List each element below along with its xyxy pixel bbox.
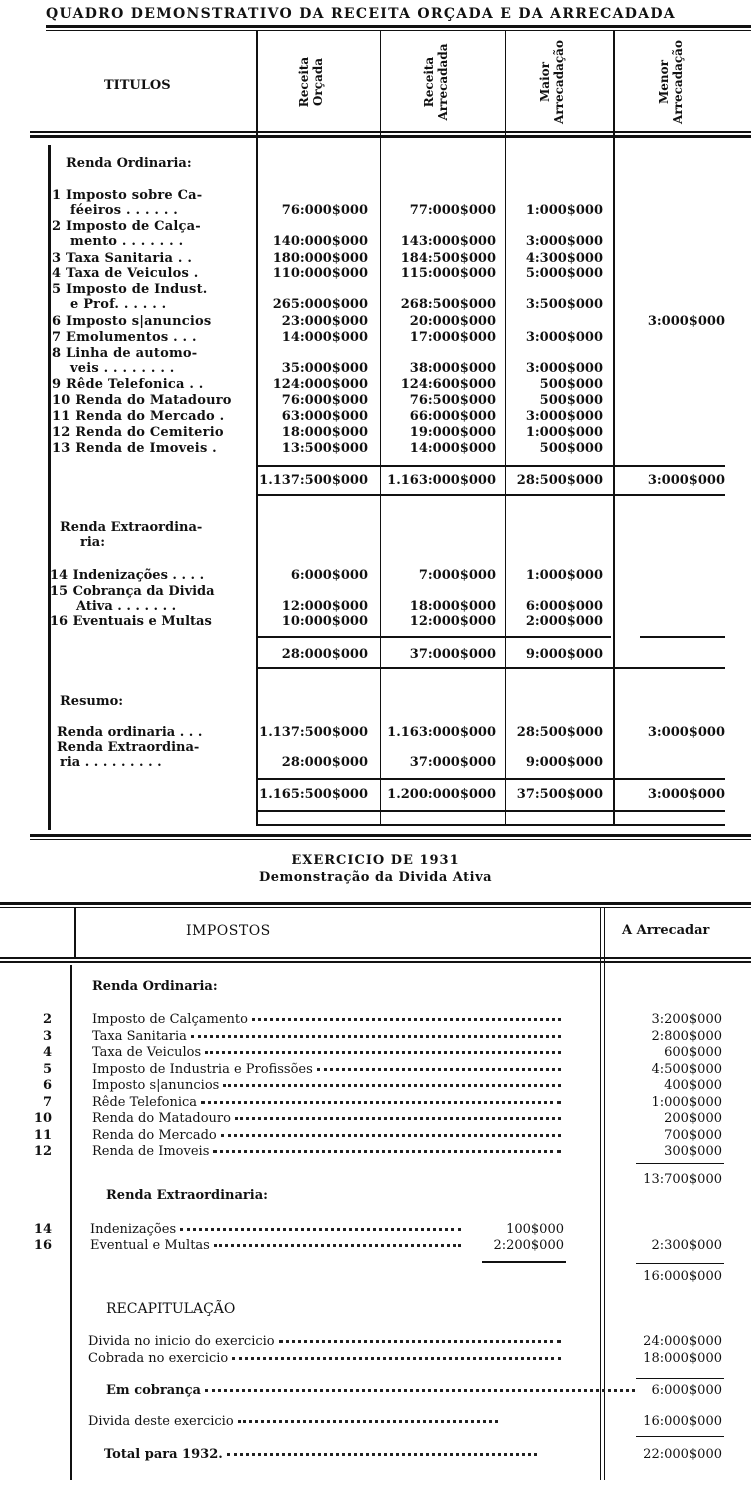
- cell-menor: 3:000$000: [647, 314, 725, 329]
- cell-arrecadada: 124:600$000: [400, 377, 496, 392]
- row-number: 6: [42, 1078, 52, 1093]
- row-label: 10 Renda do Matadouro: [52, 393, 232, 408]
- total-rule: [636, 1436, 724, 1437]
- header-impostos: IMPOSTOS: [186, 923, 271, 939]
- total-rule: [640, 636, 725, 638]
- row-label: Renda do Mercado: [92, 1129, 561, 1142]
- row-label: 5 Imposto de Indust.: [52, 282, 208, 297]
- header-titulos: TITULOS: [104, 78, 171, 93]
- row-label: 2 Imposto de Calça-: [52, 219, 201, 234]
- cell-orcada: 180:000$000: [272, 251, 368, 266]
- cell-maior: 500$000: [539, 377, 603, 392]
- divider: [46, 25, 751, 28]
- cell-orcada: 28:000$000: [281, 755, 368, 770]
- column-rule: [70, 965, 72, 1480]
- row-subvalue: 100$000: [506, 1222, 564, 1237]
- total-arrecadada: 1.163:000$000: [387, 473, 496, 488]
- cell-maior: 3:000$000: [525, 361, 603, 376]
- cell-maior: 3:000$000: [525, 234, 603, 249]
- cell-orcada: 265:000$000: [272, 297, 368, 312]
- row-label: veis . . . . . . . .: [70, 361, 175, 376]
- cell-arrecadada: 37:000$000: [409, 755, 496, 770]
- cell-orcada: 124:000$000: [272, 377, 368, 392]
- cell-orcada: 6:000$000: [290, 568, 368, 583]
- cell-maior: 1:000$000: [525, 203, 603, 218]
- cell-arrecadada: 66:000$000: [409, 409, 496, 424]
- cell-menor: 3:000$000: [647, 725, 725, 740]
- divider: [30, 135, 751, 138]
- section-heading-ordinaria: Renda Ordinaria:: [66, 156, 192, 171]
- row-number: 12: [33, 1144, 52, 1159]
- column-rule: [48, 145, 51, 830]
- cell-orcada: 63:000$000: [281, 409, 368, 424]
- row-label: 16 Eventuais e Multas: [50, 614, 212, 629]
- divider: [46, 30, 751, 31]
- row-label: e Prof. . . . . .: [70, 297, 167, 312]
- total-1932-value: 22:000$000: [643, 1447, 722, 1462]
- row-value: 2:300$000: [651, 1238, 722, 1253]
- row-label: 1 Imposto sobre Ca-: [52, 188, 203, 203]
- row-value: 200$000: [664, 1111, 722, 1126]
- cell-maior: 2:000$000: [525, 614, 603, 629]
- cell-arrecadada: 7:000$000: [418, 568, 496, 583]
- row-label: Taxa Sanitaria: [92, 1030, 561, 1043]
- cell-maior: 1:000$000: [525, 425, 603, 440]
- row-label: 4 Taxa de Veiculos .: [52, 266, 199, 281]
- cell-arrecadada: 1.163:000$000: [387, 725, 496, 740]
- cell-arrecadada: 20:000$000: [409, 314, 496, 329]
- total-rule: [258, 810, 725, 812]
- header-receita-arrecadada: Receita Arrecadada: [422, 43, 450, 121]
- recap-heading: RECAPITULAÇÃO: [106, 1301, 236, 1317]
- divider: [0, 957, 751, 959]
- cell-orcada: 18:000$000: [281, 425, 368, 440]
- divider: [0, 907, 751, 908]
- row-number: 4: [42, 1045, 52, 1060]
- row-label: 11 Renda do Mercado .: [52, 409, 225, 424]
- total-maior: 28:500$000: [516, 473, 603, 488]
- extra-total-maior: 9:000$000: [525, 647, 603, 662]
- total-rule: [258, 465, 725, 467]
- cell-orcada: 76:000$000: [281, 393, 368, 408]
- row-subvalue: 2:200$000: [493, 1238, 564, 1253]
- header-menor-arrecadacao: Menor Arrecadação: [657, 40, 685, 124]
- s2-subtotal: 16:000$000: [643, 1269, 722, 1284]
- total-rule: [258, 778, 725, 780]
- total-1932-label: Total para 1932.: [104, 1448, 537, 1461]
- header-receita-orcada: Receita Orçada: [297, 56, 325, 108]
- row-label: Rêde Telefonica: [92, 1096, 561, 1109]
- row-label: Renda de Imoveis: [92, 1145, 561, 1158]
- row-value: 4:500$000: [651, 1061, 722, 1077]
- column-rule: [613, 30, 615, 826]
- row-value: 24:000$000: [643, 1334, 722, 1349]
- divider: [30, 839, 751, 840]
- row-label: 9 Rêde Telefonica . .: [52, 377, 204, 392]
- cell-maior: 9:000$000: [525, 755, 603, 770]
- cell-maior: 3:000$000: [525, 409, 603, 424]
- cell-orcada: 13:500$000: [281, 441, 368, 456]
- row-number: 3: [42, 1028, 52, 1044]
- cell-maior: 500$000: [539, 441, 603, 456]
- s2-ordinaria-total: 13:700$000: [643, 1172, 722, 1187]
- total-orcada: 1.137:500$000: [259, 473, 368, 488]
- cell-orcada: 35:000$000: [281, 361, 368, 376]
- row-number: 16: [33, 1238, 52, 1253]
- row-label: Imposto de Industria e Profissões: [92, 1063, 561, 1076]
- grand-total-arrecadada: 1.200:000$000: [387, 787, 496, 802]
- row-label: Divida no inicio do exercicio: [88, 1335, 561, 1348]
- column-rule: [74, 908, 76, 958]
- section-heading-extraordinaria: Renda Extraordina-: [60, 520, 203, 535]
- row-label: Renda ordinaria . . .: [57, 725, 203, 740]
- total-menor: 3:000$000: [647, 473, 725, 488]
- em-cobranca-value: 6:000$000: [651, 1383, 722, 1398]
- cell-maior: 500$000: [539, 393, 603, 408]
- row-value: 400$000: [664, 1078, 722, 1093]
- row-label: Taxa de Veiculos: [92, 1046, 561, 1059]
- row-label: 15 Cobrança da Divida: [50, 584, 215, 599]
- row-label: Renda do Matadouro: [92, 1112, 561, 1125]
- row-number: 11: [33, 1127, 52, 1143]
- row-number: 2: [42, 1012, 52, 1027]
- grand-total-orcada: 1.165:500$000: [259, 787, 368, 802]
- cell-orcada: 110:000$000: [272, 266, 368, 281]
- page-title: QUADRO DEMONSTRATIVO DA RECEITA ORÇADA E DA ARRECADADA: [46, 6, 676, 22]
- total-rule: [482, 1261, 566, 1263]
- total-rule: [636, 1263, 724, 1264]
- cell-orcada: 23:000$000: [281, 314, 368, 329]
- row-value: 1:000$000: [651, 1094, 722, 1110]
- cell-arrecadada: 38:000$000: [409, 361, 496, 376]
- section2-title: EXERCICIO DE 1931: [291, 853, 460, 868]
- cell-orcada: 140:000$000: [272, 234, 368, 249]
- total-rule: [636, 1163, 724, 1164]
- row-number: 14: [33, 1222, 52, 1237]
- column-rule: [380, 30, 381, 826]
- row-label: 6 Imposto s|anuncios: [52, 314, 212, 329]
- row-value: 300$000: [664, 1144, 722, 1159]
- cell-arrecadada: 77:000$000: [409, 203, 496, 218]
- row-number: 10: [33, 1111, 52, 1126]
- cell-arrecadada: 17:000$000: [409, 330, 496, 345]
- section2-subtitle: Demonstração da Divida Ativa: [258, 870, 493, 885]
- cell-arrecadada: 143:000$000: [400, 234, 496, 249]
- divider: [0, 902, 751, 905]
- row-label: Indenizações: [90, 1223, 461, 1236]
- section-heading-extraordinaria-cont: ria:: [80, 535, 106, 550]
- cell-maior: 3:500$000: [525, 297, 603, 312]
- em-cobranca-label: Em cobrança: [106, 1384, 635, 1397]
- cell-maior: 5:000$000: [525, 266, 603, 281]
- cell-arrecadada: 115:000$000: [400, 266, 496, 281]
- cell-orcada: 76:000$000: [281, 203, 368, 218]
- row-label: Renda Extraordina-: [57, 740, 200, 755]
- row-value: 18:000$000: [643, 1351, 722, 1366]
- cell-orcada: 10:000$000: [281, 614, 368, 629]
- cell-maior: 28:500$000: [516, 725, 603, 740]
- cell-maior: 3:000$000: [525, 330, 603, 345]
- row-value: 700$000: [664, 1127, 722, 1143]
- row-value: 3:200$000: [651, 1012, 722, 1027]
- header-maior-arrecadacao: Maior Arrecadação: [538, 40, 566, 124]
- cell-arrecadada: 19:000$000: [409, 425, 496, 440]
- divider: [30, 834, 751, 837]
- cell-arrecadada: 76:500$000: [409, 393, 496, 408]
- row-label: 13 Renda de Imoveis .: [52, 441, 217, 456]
- row-value: 2:800$000: [651, 1028, 722, 1044]
- cell-orcada: 14:000$000: [281, 330, 368, 345]
- cell-orcada: 1.137:500$000: [259, 725, 368, 740]
- row-label: 3 Taxa Sanitaria . .: [52, 251, 193, 266]
- cell-arrecadada: 14:000$000: [409, 441, 496, 456]
- row-label: 12 Renda do Cemiterio: [52, 425, 224, 440]
- row-label: 8 Linha de automo-: [52, 346, 198, 361]
- grand-total-maior: 37:500$000: [516, 787, 603, 802]
- total-rule: [258, 824, 725, 826]
- extra-total-orcada: 28:000$000: [281, 647, 368, 662]
- s2-heading-ordinaria: Renda Ordinaria:: [92, 979, 218, 994]
- column-rule: [505, 30, 506, 826]
- s2-heading-extraordinaria: Renda Extraordinaria:: [106, 1188, 268, 1203]
- row-label: mento . . . . . . .: [70, 234, 184, 249]
- header-a-arrecadar: A Arrecadar: [622, 923, 710, 938]
- grand-total-menor: 3:000$000: [647, 787, 725, 802]
- cell-arrecadada: 12:000$000: [409, 614, 496, 629]
- row-label: 14 Indenizações . . . .: [50, 568, 205, 583]
- cell-maior: 4:300$000: [525, 251, 603, 266]
- section-heading-resumo: Resumo:: [60, 694, 124, 709]
- row-label: Cobrada no exercicio: [88, 1352, 561, 1365]
- cell-maior: 6:000$000: [525, 599, 603, 614]
- total-rule: [636, 1378, 724, 1379]
- row-label: féeiros . . . . . .: [70, 203, 179, 218]
- row-label: Eventual e Multas: [90, 1239, 461, 1252]
- row-label: 7 Emolumentos . . .: [52, 330, 197, 345]
- divider: [0, 961, 751, 963]
- divider: [30, 131, 751, 133]
- row-value: 600$000: [664, 1045, 722, 1060]
- total-rule: [258, 494, 725, 496]
- row-label: ria . . . . . . . . .: [60, 755, 162, 770]
- cell-maior: 1:000$000: [525, 568, 603, 583]
- cell-arrecadada: 268:500$000: [400, 297, 496, 312]
- row-label: Ativa . . . . . . .: [76, 599, 177, 614]
- divida-deste-value: 16:000$000: [643, 1414, 722, 1429]
- cell-orcada: 12:000$000: [281, 599, 368, 614]
- row-number: 5: [42, 1061, 52, 1077]
- total-rule: [258, 667, 725, 669]
- divida-deste-label: Divida deste exercicio: [88, 1415, 498, 1428]
- cell-arrecadada: 18:000$000: [409, 599, 496, 614]
- row-number: 7: [42, 1094, 52, 1110]
- row-label: Imposto de Calçamento: [92, 1013, 561, 1026]
- cell-arrecadada: 184:500$000: [400, 251, 496, 266]
- extra-total-arrecadada: 37:000$000: [409, 647, 496, 662]
- total-rule: [258, 636, 611, 638]
- row-label: Imposto s|anuncios: [92, 1079, 561, 1092]
